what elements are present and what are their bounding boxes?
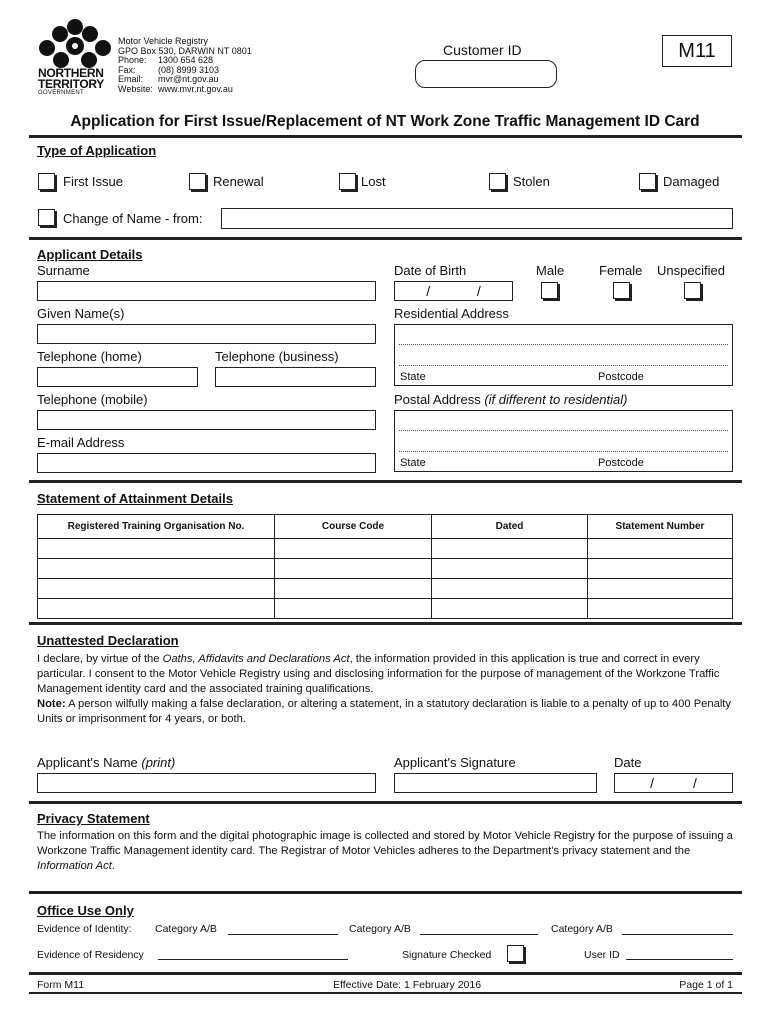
category-3-line[interactable] — [622, 934, 733, 935]
stolen-label: Stolen — [513, 174, 550, 189]
user-id-line[interactable] — [626, 959, 733, 960]
address-line-rule — [399, 365, 728, 366]
email-value: mvr@nt.gov.au — [158, 74, 219, 85]
postal-address-note: (if different to residential) — [484, 392, 628, 407]
surname-label: Surname — [37, 263, 90, 278]
first-issue-label: First Issue — [63, 174, 123, 189]
column-header-dated: Dated — [432, 515, 588, 539]
table-cell[interactable] — [38, 579, 275, 599]
divider — [29, 135, 742, 138]
privacy-heading: Privacy Statement — [37, 811, 150, 826]
declaration-note-text: A person wilfully making a false declaration, or altering a statement, in a statutory declaration is liable to a penalty of up to 400 Penalty Units or imprisonment for 4 years, or both. — [37, 698, 732, 725]
change-of-name-input[interactable] — [221, 208, 733, 229]
declaration-text-1: I declare, by virtue of the — [37, 653, 163, 665]
telephone-business-label: Telephone (business) — [215, 349, 339, 364]
office-use-heading: Office Use Only — [37, 903, 134, 918]
evidence-residency-line[interactable] — [158, 959, 348, 960]
table-cell[interactable] — [588, 599, 733, 619]
first-issue-checkbox[interactable] — [38, 173, 55, 190]
fax-value: (08) 8999 3103 — [158, 64, 220, 75]
table-cell[interactable] — [38, 539, 275, 559]
female-checkbox[interactable] — [613, 282, 630, 299]
customer-id-label: Customer ID — [443, 42, 522, 58]
applicant-name-input[interactable] — [37, 773, 376, 793]
change-of-name-checkbox[interactable] — [38, 209, 55, 226]
dob-separator: / / — [426, 283, 481, 299]
declaration-heading: Unattested Declaration — [37, 633, 179, 648]
date-separator: / / — [650, 775, 697, 791]
signature-checked-label: Signature Checked — [402, 949, 492, 961]
table-row — [38, 599, 733, 619]
residential-address-input[interactable] — [394, 324, 733, 386]
postal-address-text: Postal Address — [394, 392, 481, 407]
declaration-text — [37, 652, 733, 727]
nt-government-logo-icon — [36, 18, 114, 70]
residential-postcode-label: Postcode — [598, 371, 644, 383]
website-label: Website: — [118, 83, 153, 94]
divider — [29, 992, 742, 994]
evidence-identity-label: Evidence of Identity: — [37, 923, 132, 935]
applicant-signature-input[interactable] — [394, 773, 597, 793]
male-checkbox[interactable] — [541, 282, 558, 299]
applicant-details-heading: Applicant Details — [37, 247, 143, 262]
privacy-text-1: The information on this form and the digital photographic image is collected and stored by Motor Vehicle Registry for the purpose of issuing a Workzone Traffic Management identity card. The Registrar of Motor Vehicles adheres to the Department's privacy statement and the — [37, 830, 733, 857]
given-names-label: Given Name(s) — [37, 306, 125, 321]
surname-input[interactable] — [37, 281, 376, 301]
table-cell[interactable] — [38, 559, 275, 579]
applicant-name-note: (print) — [141, 755, 176, 770]
divider — [29, 972, 742, 975]
declaration-date-input[interactable] — [614, 773, 733, 793]
column-header-statement-number: Statement Number — [588, 515, 733, 539]
evidence-residency-label: Evidence of Residency — [37, 949, 144, 961]
divider — [29, 237, 742, 240]
category-2-label: Category A/B — [349, 923, 411, 935]
table-cell[interactable] — [38, 599, 275, 619]
attainment-table — [37, 514, 733, 619]
table-cell[interactable] — [588, 579, 733, 599]
table-cell[interactable] — [588, 559, 733, 579]
table-cell[interactable] — [275, 539, 432, 559]
table-cell[interactable] — [432, 599, 588, 619]
registry-address: GPO Box 530, DARWIN NT 0801 — [118, 45, 252, 56]
residential-state-label: State — [400, 371, 426, 383]
form-code-badge: M11 — [662, 35, 732, 67]
declaration-text-2: , the information provided in this application is true and correct in every particular. I consent to the Motor Vehicle Registry using and disclosing information for the purpose of management of the Workzone Traffic Management identity card and the associated training qualifications. — [37, 653, 720, 695]
type-of-application-heading: Type of Application — [37, 143, 157, 158]
divider — [29, 622, 742, 625]
registry-name: Motor Vehicle Registry — [118, 36, 209, 46]
column-header-course-code: Course Code — [275, 515, 432, 539]
damaged-label: Damaged — [663, 174, 720, 189]
table-cell[interactable] — [275, 579, 432, 599]
applicant-name-label — [37, 755, 175, 770]
statement-of-attainment-heading: Statement of Attainment Details — [37, 491, 233, 506]
address-line-rule — [399, 430, 728, 431]
user-id-label: User ID — [584, 949, 620, 961]
postal-state-label: State — [400, 457, 426, 469]
registry-contact-block — [118, 37, 252, 95]
residential-address-label: Residential Address — [394, 306, 509, 321]
declaration-act-name: Oaths, Affidavits and Declarations Act — [162, 653, 350, 665]
telephone-home-input[interactable] — [37, 367, 198, 387]
customer-id-input[interactable] — [415, 60, 557, 88]
damaged-checkbox[interactable] — [639, 173, 656, 190]
renewal-checkbox[interactable] — [189, 173, 206, 190]
column-header-rto: Registered Training Organisation No. — [38, 515, 275, 539]
logo-text-territory: TERRITORY — [38, 77, 104, 91]
form-title: Application for First Issue/Replacement of NT Work Zone Traffic Management ID Card — [70, 113, 700, 130]
category-3-label: Category A/B — [551, 923, 613, 935]
date-of-birth-label: Date of Birth — [394, 263, 467, 278]
privacy-text-2: . — [111, 860, 115, 872]
postal-address-input[interactable] — [394, 410, 733, 472]
address-line-rule — [399, 451, 728, 452]
table-cell[interactable] — [275, 599, 432, 619]
category-2-line[interactable] — [420, 934, 538, 935]
applicant-signature-label: Applicant's Signature — [394, 755, 516, 770]
declaration-note-label: Note: — [37, 698, 66, 710]
applicant-name-text: Applicant's Name — [37, 755, 138, 770]
footer-page-number: Page 1 of 1 — [679, 979, 733, 991]
date-of-birth-input[interactable] — [394, 281, 513, 301]
divider — [29, 801, 742, 804]
category-1-label: Category A/B — [155, 923, 217, 935]
signature-checked-checkbox[interactable] — [507, 945, 524, 962]
female-label: Female — [599, 263, 643, 278]
given-names-input[interactable] — [37, 324, 376, 344]
logo-text-northern: NORTHERN — [38, 66, 104, 80]
footer-form-name: Form M11 — [37, 979, 85, 991]
postal-address-label — [394, 392, 627, 407]
divider — [29, 480, 742, 483]
lost-checkbox[interactable] — [339, 173, 356, 190]
email-label: Email: — [118, 74, 144, 85]
table-row — [38, 559, 733, 579]
renewal-label: Renewal — [213, 174, 264, 189]
telephone-business-input[interactable] — [215, 367, 376, 387]
table-cell[interactable] — [432, 579, 588, 599]
fax-label: Fax: — [118, 64, 136, 75]
logo-text-government: GOVERNMENT — [38, 90, 85, 96]
privacy-act-name: Information Act — [37, 860, 112, 872]
stolen-checkbox[interactable] — [489, 173, 506, 190]
table-row — [38, 579, 733, 599]
privacy-text — [37, 829, 733, 874]
address-line-rule — [399, 344, 728, 345]
table-row — [38, 539, 733, 559]
table-cell[interactable] — [588, 539, 733, 559]
footer-effective-date: Effective Date: 1 February 2016 — [333, 979, 482, 991]
change-of-name-label: Change of Name - from: — [63, 211, 203, 226]
website-value: www.mvr.nt.gov.au — [158, 83, 233, 94]
telephone-mobile-input[interactable] — [37, 410, 376, 430]
telephone-mobile-label: Telephone (mobile) — [37, 392, 148, 407]
divider — [29, 891, 742, 894]
postal-postcode-label: Postcode — [598, 457, 644, 469]
telephone-home-label: Telephone (home) — [37, 349, 142, 364]
phone-value: 1300 654 628 — [158, 55, 214, 66]
category-1-line[interactable] — [228, 934, 338, 935]
email-address-input[interactable] — [37, 453, 376, 473]
phone-label: Phone: — [118, 55, 147, 66]
male-label: Male — [536, 263, 565, 278]
table-cell[interactable] — [275, 559, 432, 579]
email-address-label: E-mail Address — [37, 435, 125, 450]
lost-label: Lost — [361, 174, 386, 189]
unspecified-label: Unspecified — [657, 263, 725, 278]
declaration-date-label: Date — [614, 755, 642, 770]
table-cell[interactable] — [432, 559, 588, 579]
unspecified-checkbox[interactable] — [684, 282, 701, 299]
table-cell[interactable] — [432, 539, 588, 559]
